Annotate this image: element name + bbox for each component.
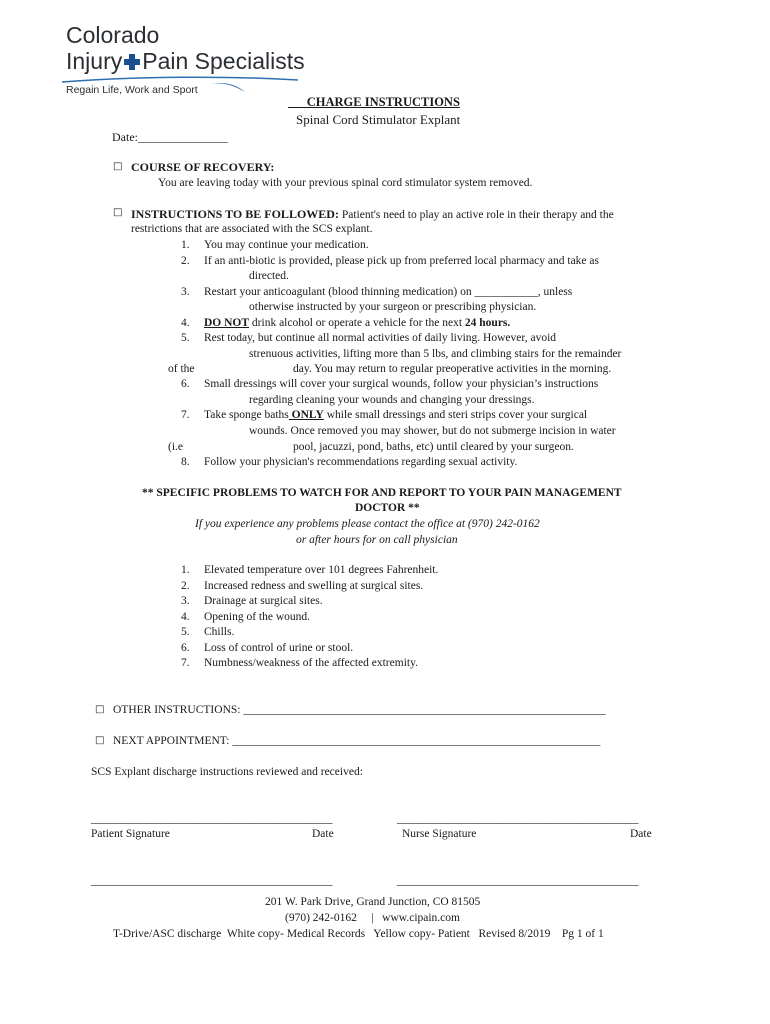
checkbox-icon: □ xyxy=(95,704,105,715)
list-number: 3. xyxy=(181,286,190,298)
checkbox-icon: □ xyxy=(113,161,123,172)
list-number: 8. xyxy=(181,456,190,468)
instruction-7-cont-right: pool, jacuzzi, pond, baths, etc) until cleared by your surgeon. xyxy=(293,441,574,453)
instruction-5-cont-right: day. You may return to regular preoperative activities in the morning. xyxy=(293,363,612,375)
list-number: 5. xyxy=(181,626,190,638)
recovery-title: COURSE OF RECOVERY: xyxy=(131,160,275,174)
instructions-intro: Patient's need to play an active role in their therapy and the xyxy=(341,209,614,221)
instruction-7-text-2: while small dressings and steri strips cover your surgical xyxy=(323,409,588,421)
instruction-5-cont: strenuous activities, lifting more than 5 lbs, and climbing stairs for the remainder xyxy=(249,348,622,360)
recovery-text: You are leaving today with your previous spinal cord stimulator system removed. xyxy=(158,177,533,189)
nurse-signature-line: __________________________________________ xyxy=(397,813,639,825)
do-not-emphasis: DO NOT xyxy=(204,317,250,329)
patient-date-label: Date xyxy=(312,828,334,840)
instructions-header xyxy=(131,207,614,223)
patient-signature-label: Patient Signature xyxy=(91,828,170,840)
instruction-2-cont: directed. xyxy=(249,270,289,282)
logo-injury: Injury xyxy=(66,48,123,74)
next-appointment-field: NEXT APPOINTMENT: ________________________________________________________________ xyxy=(113,735,601,747)
list-number: 1. xyxy=(181,239,190,251)
instruction-4 xyxy=(204,316,510,331)
instruction-1: You may continue your medication. xyxy=(204,239,369,251)
problems-title: ** SPECIFIC PROBLEMS TO WATCH FOR AND REPORT TO YOUR PAIN MANAGEMENT xyxy=(142,487,622,499)
footer-meta: T-Drive/ASC discharge White copy- Medical Records Yellow copy- Patient Revised 8/2019 Pg 1 of 1 xyxy=(113,928,604,940)
logo-tagline: Regain Life, Work and Sport xyxy=(66,84,198,96)
instruction-5-cont-left: of the xyxy=(168,363,195,375)
problem-item: Chills. xyxy=(204,626,235,638)
problems-title-2: DOCTOR ** xyxy=(355,502,420,514)
instruction-4-text: drink alcohol or operate a vehicle for the next xyxy=(249,317,465,329)
instruction-7-text: Take sponge baths xyxy=(204,409,289,421)
signature-line: __________________________________________ xyxy=(91,875,333,887)
checkbox-icon: □ xyxy=(95,735,105,746)
problem-item: Elevated temperature over 101 degrees Fahrenheit. xyxy=(204,564,439,576)
instruction-6-cont: regarding cleaning your wounds and changing your dressings. xyxy=(249,394,535,406)
instruction-5: Rest today, but continue all normal activities of daily living. However, avoid xyxy=(204,332,557,344)
problems-contact-2: or after hours for on call physician xyxy=(296,534,458,546)
list-number: 4. xyxy=(181,611,190,623)
list-number: 6. xyxy=(181,642,190,654)
instruction-7 xyxy=(204,408,587,423)
problem-item: Opening of the wound. xyxy=(204,611,311,623)
problems-contact: If you experience any problems please contact the office at (970) 242-0162 xyxy=(195,518,540,530)
list-number: 1. xyxy=(181,564,190,576)
instruction-7-cont-left: (i.e xyxy=(168,441,184,453)
problem-item: Numbness/weakness of the affected extremity. xyxy=(204,657,418,669)
problem-item: Drainage at surgical sites. xyxy=(204,595,323,607)
instruction-8: Follow your physician's recommendations regarding sexual activity. xyxy=(204,456,518,468)
logo-pain-specialists: Pain Specialists xyxy=(142,48,305,74)
patient-signature-line: __________________________________________ xyxy=(91,813,333,825)
list-number: 3. xyxy=(181,595,190,607)
page-title: CHARGE INSTRUCTIONS xyxy=(288,95,460,109)
list-number: 7. xyxy=(181,409,190,421)
instruction-2: If an anti-biotic is provided, please pick up from preferred local pharmacy and take as xyxy=(204,255,599,267)
list-number: 2. xyxy=(181,255,190,267)
footer-contact: (970) 242-0162 | www.cipain.com xyxy=(285,912,460,924)
instructions-title: INSTRUCTIONS TO BE FOLLOWED: xyxy=(131,207,339,221)
problem-item: Loss of control of urine or stool. xyxy=(204,642,354,654)
list-number: 7. xyxy=(181,657,190,669)
instruction-3: Restart your anticoagulant (blood thinning medication) on ___________, unless xyxy=(204,286,573,298)
logo-line1: Colorado xyxy=(66,22,160,48)
other-instructions-field: OTHER INSTRUCTIONS: _______________________________________________________________ xyxy=(113,704,606,716)
signature-line: __________________________________________ xyxy=(397,875,639,887)
logo-line2 xyxy=(66,48,305,74)
list-number: 6. xyxy=(181,378,190,390)
checkbox-icon: □ xyxy=(113,207,123,218)
reviewed-statement: SCS Explant discharge instructions reviewed and received: xyxy=(91,766,363,778)
instruction-3-cont: otherwise instructed by your surgeon or prescribing physician. xyxy=(249,301,537,313)
list-number: 2. xyxy=(181,580,190,592)
problem-item: Increased redness and swelling at surgical sites. xyxy=(204,580,424,592)
date-field: Date:_______________ xyxy=(112,130,228,144)
list-number: 4. xyxy=(181,317,190,329)
footer-address: 201 W. Park Drive, Grand Junction, CO 81505 xyxy=(265,896,481,908)
instruction-7-cont: wounds. Once removed you may shower, but do not submerge incision in water xyxy=(249,425,616,437)
logo xyxy=(66,22,305,74)
nurse-signature-label: Nurse Signature xyxy=(402,828,477,840)
hours-emphasis: 24 hours. xyxy=(464,317,511,329)
cross-icon xyxy=(124,54,140,70)
instructions-intro-2: restrictions that are associated with the SCS explant. xyxy=(131,223,373,235)
page-subtitle: Spinal Cord Stimulator Explant xyxy=(296,112,461,127)
nurse-date-label: Date xyxy=(630,828,652,840)
instruction-6: Small dressings will cover your surgical wounds, follow your physician’s instructions xyxy=(204,378,599,390)
only-emphasis: ONLY xyxy=(288,409,324,421)
list-number: 5. xyxy=(181,332,190,344)
